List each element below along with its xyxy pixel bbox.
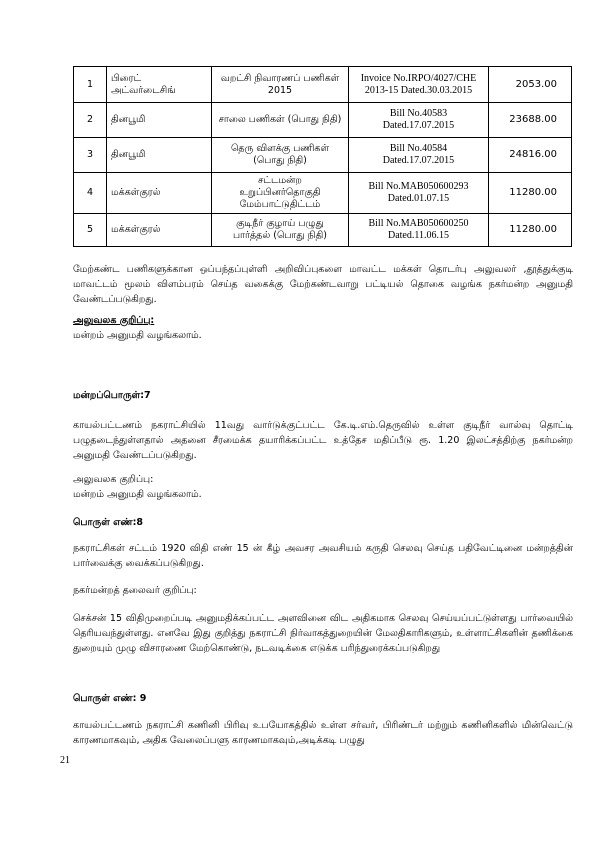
work-description-cell: தெரு விளக்கு பணிகள் (பொது நிதி) [212, 138, 349, 173]
item-9-heading: பொருள் எண்: 9 [73, 693, 147, 704]
publication-name-cell: பிரைட் அட்வர்டைசிங் [107, 67, 212, 103]
office-note-text: மன்றம் அனுமதி வழங்கலாம். [73, 330, 202, 341]
item-9-text: காயல்பட்டணம் நகராட்சி கணினி பிரிவு உபயோகத்தில் உள்ள சர்வர், பிரிண்டர் மற்றும் கணினிகளில் மின்வெட்டு காரணமாகவும், அதிக வேலைப்பளு காரணமாகவும்,அடிக்கடி பழுது [73, 720, 573, 746]
publication-name-cell: தினபூமி [107, 138, 212, 173]
bill-reference-cell: Bill No.40583 Dated.17.07.2015 [349, 103, 489, 138]
item-8-text: நகராட்சிகள் சட்டம் 1920 விதி எண் 15 ன் கீழ் அவசர அவசியம் கருதி செலவு செய்த பதிவேட்டினை மன்றத்தின் பார்வைக்கு வைக்கப்படுகிறது. [73, 543, 573, 569]
amount-cell: 11280.00 [489, 173, 572, 214]
item-8-heading: பொருள் எண்:8 [73, 517, 144, 528]
row-number-cell: 2 [74, 103, 107, 138]
bills-table [73, 66, 572, 247]
paragraph-bill-approval: மேற்கண்ட பணிகளுக்கான ஒப்பந்தப்புள்ளி அறிவிப்புகளை மாவட்ட மக்கள் தொடர்பு அலுவலர் ,தூத்துக்குடி மாவட்டம் மூலம் விளம்பரம் செய்த வகைக்கு மேற்கண்டவாறு பட்டியல் தொகை வழங்க நகர்மன்ற அனுமதி வேண்டப்படுகிறது. [73, 264, 573, 305]
item-7-text: காயல்பட்டணம் நகராட்சியில் 11வது வார்டுக்குட்பட்ட கே.டி.எம்.தெருவில் உள்ள குடிநீர் வால்வு தொட்டி பழுதடைந்துள்ளதால் அதனை சீரமைக்க தயாரிக்கப்பட்ட உத்தேச மதிப்பீடு ரூ. 1.20 இலட்சத்திற்கு நகர்மன்ற அனுமதி வேண்டப்படுகிறது. [73, 420, 573, 461]
page-number: 21 [60, 755, 70, 766]
item-7-note-text: மன்றம் அனுமதி வழங்கலாம். [73, 489, 202, 500]
table-row [74, 173, 572, 214]
work-description-cell: சாலை பணிகள் (பொது நிதி) [212, 103, 349, 138]
bill-reference-cell: Invoice No.IRPO/4027/CHE 2013-15 Dated.30.03.2015 [349, 67, 489, 103]
table-row [74, 67, 572, 103]
row-number-cell: 1 [74, 67, 107, 103]
bill-reference-cell: Bill No.MAB050600293 Dated.01.07.15 [349, 173, 489, 214]
bills-table-body [74, 67, 572, 247]
row-number-cell: 4 [74, 173, 107, 214]
amount-cell: 11280.00 [489, 214, 572, 247]
bill-reference-cell: Bill No.40584 Dated.17.07.2015 [349, 138, 489, 173]
item-7-heading: மன்றப்பொருள்:7 [73, 390, 151, 401]
item-7-note-heading: அலுவலக குறிப்பு: [73, 474, 154, 485]
work-description-cell: சட்டமன்ற உறுப்பினர்தொகுதி மேம்பாட்டுதிட்டம் [212, 173, 349, 214]
row-number-cell: 5 [74, 214, 107, 247]
amount-cell: 24816.00 [489, 138, 572, 173]
office-note-heading: அலுவலக குறிப்பு: [73, 315, 155, 326]
publication-name-cell: தினபூமி [107, 103, 212, 138]
row-number-cell: 3 [74, 138, 107, 173]
amount-cell: 23688.00 [489, 103, 572, 138]
publication-name-cell: மக்கள்குரல் [107, 173, 212, 214]
chairman-note-text: செக்சன் 15 விதிமுறைப்படி அனுமதிக்கப்பட்ட அளவினை விட அதிகமாக செலவு செய்யப்பட்டுள்ளது பார்வையில் தெரியவந்துள்ளது. எனவே இது குறித்து நகராட்சி நிர்வாகத்துறையின் மேலதிகாரிகளும், உள்ளாட்சிகளின் தணிக்கை துறையும் முழு விசாரணை மேற்கொண்டு, நடவடிக்கை எடுக்க பரிந்துரைக்கப்படுகிறது [73, 613, 573, 654]
work-description-cell: குடிநீர் குழாய் பழுது பார்த்தல் (பொது நிதி) [212, 214, 349, 247]
table-row [74, 214, 572, 247]
table-row [74, 103, 572, 138]
amount-cell: 2053.00 [489, 67, 572, 103]
chairman-note-heading: நகர்மன்றத் தலைவர் குறிப்பு: [73, 585, 197, 596]
table-row [74, 138, 572, 173]
work-description-cell: வறட்சி நிவாரணப் பணிகள் 2015 [212, 67, 349, 103]
bill-reference-cell: Bill No.MAB050600250 Dated.11.06.15 [349, 214, 489, 247]
publication-name-cell: மக்கள்குரல் [107, 214, 212, 247]
